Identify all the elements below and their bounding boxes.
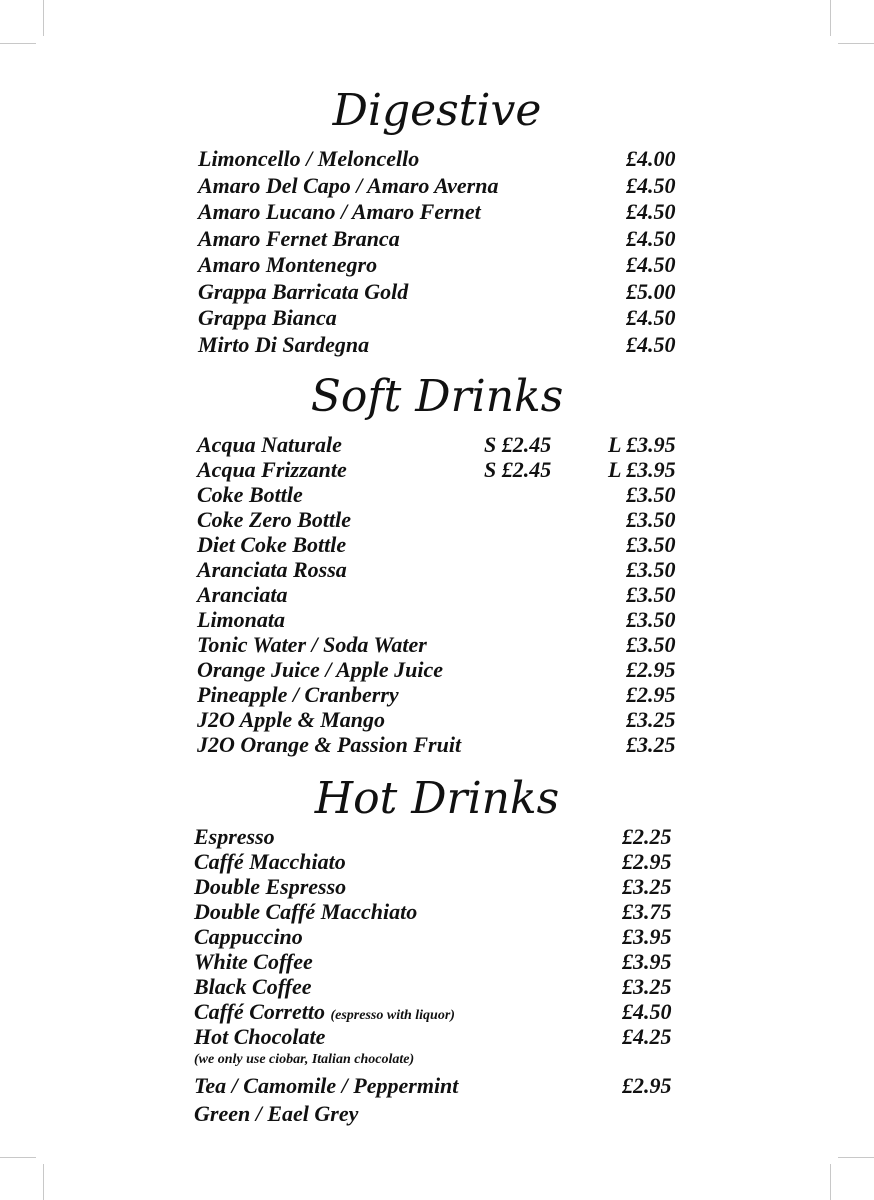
menu-item	[0, 1024, 874, 1049]
section-title-hot-drinks: Hot Drinks	[314, 773, 560, 824]
item-name: J2O Apple & Mango	[197, 707, 386, 732]
item-price: £2.25	[622, 824, 672, 849]
menu-item	[0, 974, 874, 999]
item-price: £4.50	[622, 999, 672, 1024]
menu-item	[0, 532, 874, 557]
menu-item	[0, 607, 874, 632]
item-name: Coke Zero Bottle	[197, 507, 351, 532]
menu-item	[0, 924, 874, 949]
item-name: Diet Coke Bottle	[197, 532, 347, 557]
item-price: £4.00	[626, 146, 676, 171]
menu-item	[0, 899, 874, 924]
item-name: Grappa Barricata Gold	[198, 278, 409, 304]
item-price: £4.50	[626, 305, 676, 330]
item-name: Hot Chocolate	[194, 1024, 326, 1049]
item-price: £3.50	[626, 507, 676, 532]
item-name: Limonata	[197, 607, 286, 632]
item-name: Aranciata	[197, 582, 288, 607]
crop-mark	[838, 1157, 874, 1158]
menu-item	[0, 849, 874, 874]
item-price: £3.50	[626, 482, 676, 507]
item-price: £3.25	[622, 874, 672, 899]
menu-item	[0, 557, 874, 582]
menu-item	[0, 632, 874, 657]
item-price: £3.50	[626, 582, 676, 607]
menu-item	[0, 582, 874, 607]
menu-item	[0, 482, 874, 507]
item-price: £4.50	[626, 199, 676, 224]
menu-item	[0, 732, 874, 757]
item-price: £4.50	[626, 172, 676, 198]
item-price: £3.50	[626, 532, 676, 557]
item-note: (espresso with liquor)	[330, 1008, 455, 1023]
menu-item	[0, 1101, 874, 1126]
menu-item	[0, 146, 874, 173]
menu-item	[0, 457, 874, 482]
item-price: £4.50	[626, 331, 676, 357]
item-name: Double Caffé Macchiato	[194, 899, 418, 924]
item-name-text: Caffé Corretto	[194, 999, 325, 1024]
item-name: Green / Eael Grey	[194, 1101, 359, 1126]
menu-item	[0, 252, 874, 279]
item-name: Orange Juice / Apple Juice	[197, 657, 444, 682]
item-name: Grappa Bianca	[198, 305, 337, 330]
menu-item	[0, 657, 874, 682]
item-name: Mirto Di Sardegna	[198, 331, 370, 357]
section-title-soft-drinks: Soft Drinks	[310, 371, 564, 422]
item-price: £3.50	[626, 607, 676, 632]
menu-item	[0, 226, 874, 253]
note-text: (we only use ciobar, Italian chocolate)	[194, 1052, 415, 1067]
crop-mark	[43, 0, 44, 36]
item-price: £3.95	[622, 924, 672, 949]
hot-chocolate-note	[0, 1049, 874, 1073]
menu-item	[0, 999, 874, 1024]
menu-item	[0, 949, 874, 974]
item-name: White Coffee	[194, 949, 313, 974]
menu-item	[0, 332, 874, 359]
item-price: £2.95	[626, 682, 676, 707]
item-price: £4.25	[622, 1024, 672, 1049]
item-name: Limoncello / Meloncello	[198, 146, 420, 171]
item-price: £3.25	[626, 732, 676, 757]
menu-item	[0, 173, 874, 200]
item-price: £3.25	[626, 707, 676, 732]
item-price-large: L £3.95	[608, 432, 676, 457]
menu-item	[0, 874, 874, 899]
item-name: Tea / Camomile / Peppermint	[194, 1073, 459, 1098]
item-price-large: L £3.95	[608, 457, 676, 482]
item-name: Caffé Macchiato	[194, 849, 346, 874]
item-name: Espresso	[194, 824, 275, 849]
crop-mark	[0, 1157, 36, 1158]
item-price: £3.50	[626, 557, 676, 582]
item-name: Amaro Montenegro	[198, 252, 378, 277]
crop-mark	[830, 1164, 831, 1200]
item-price: £3.25	[622, 974, 672, 999]
item-price: £2.95	[622, 849, 672, 874]
item-name: Double Espresso	[194, 874, 347, 899]
item-price: £2.95	[622, 1073, 672, 1098]
item-price: £3.50	[626, 632, 676, 657]
crop-mark	[0, 43, 36, 44]
menu-item	[0, 305, 874, 332]
item-name: Tonic Water / Soda Water	[197, 632, 427, 657]
item-price: £4.50	[626, 252, 676, 277]
item-name: Acqua Frizzante	[197, 457, 347, 482]
hot-drinks-list	[0, 824, 874, 1126]
crop-mark	[830, 0, 831, 36]
item-name: Black Coffee	[194, 974, 312, 999]
item-price-small: S £2.45	[484, 432, 552, 457]
item-price: £5.00	[626, 278, 676, 304]
crop-mark	[43, 1164, 44, 1200]
item-price-small: S £2.45	[484, 457, 552, 482]
item-price: £3.95	[622, 949, 672, 974]
item-name: J2O Orange & Passion Fruit	[197, 732, 462, 757]
crop-mark	[838, 43, 874, 44]
digestive-list	[0, 146, 874, 358]
menu-item	[0, 199, 874, 226]
item-name: Coke Bottle	[197, 482, 303, 507]
item-price: £2.95	[626, 657, 676, 682]
menu-item	[0, 432, 874, 457]
menu-item	[0, 1073, 874, 1101]
menu-item	[0, 507, 874, 532]
menu-item	[0, 682, 874, 707]
menu-item	[0, 279, 874, 306]
item-name: Amaro Lucano / Amaro Fernet	[198, 199, 481, 224]
item-name: Cappuccino	[194, 924, 303, 949]
item-price: £3.75	[622, 899, 672, 924]
item-name: Acqua Naturale	[197, 432, 342, 457]
section-title-digestive: Digestive	[332, 85, 542, 136]
item-name: Aranciata Rossa	[197, 557, 347, 582]
item-name: Pineapple / Cranberry	[197, 682, 399, 707]
item-name: Amaro Del Capo / Amaro Averna	[198, 172, 499, 198]
item-price: £4.50	[626, 225, 676, 251]
item-name: Amaro Fernet Branca	[198, 225, 400, 251]
menu-item	[0, 707, 874, 732]
soft-drinks-list	[0, 432, 874, 757]
menu-item	[0, 824, 874, 849]
